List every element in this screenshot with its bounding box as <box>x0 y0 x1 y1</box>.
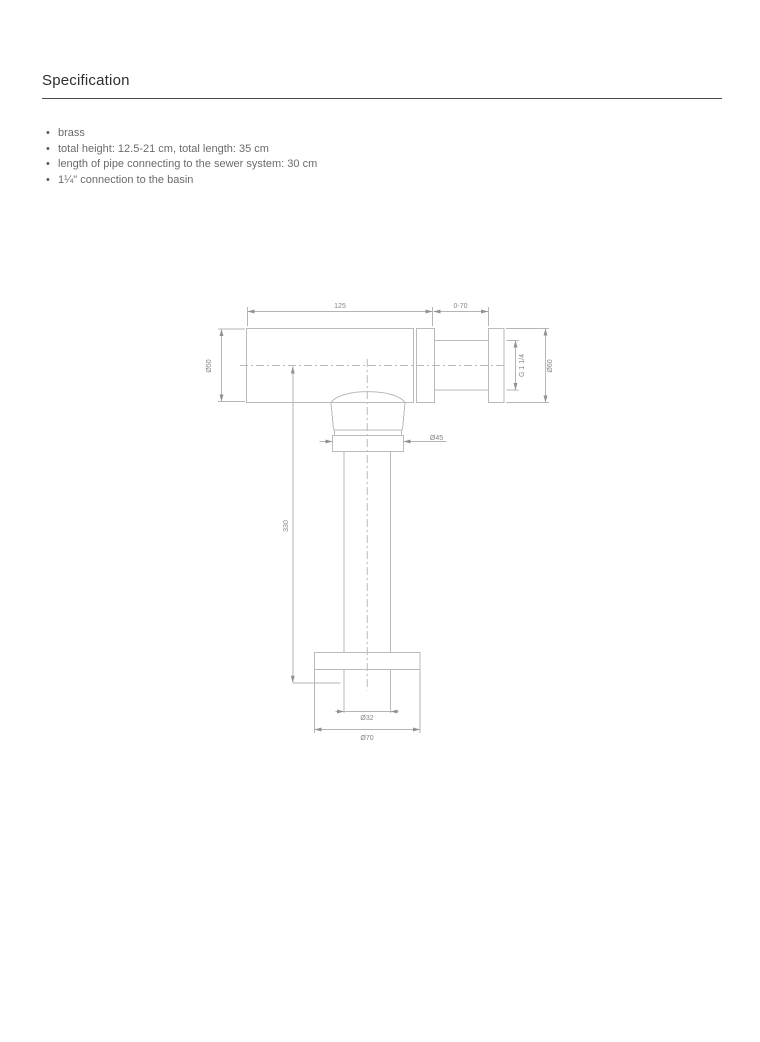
centerlines <box>240 359 507 691</box>
dim-label-cone-nut-diameter: Ø45 <box>429 435 444 442</box>
spec-item-pipe-length: • length of pipe connecting to the sewer system: 30 cm <box>42 157 317 173</box>
spec-item-material: • brass <box>42 126 317 142</box>
dim-label-pipe-length: 330 <box>283 520 290 532</box>
dim-label-thread: G 1 1/4 <box>519 354 526 377</box>
dimension-labels <box>206 303 554 742</box>
dim-label-body-diameter: Ø50 <box>206 359 213 373</box>
tee-dome-arc <box>331 392 405 403</box>
bullet-icon: • <box>46 158 50 170</box>
dim-label-bell-diameter: Ø70 <box>360 735 374 742</box>
dim-label-body-length: 125 <box>334 303 346 310</box>
dimension-lines <box>222 312 546 730</box>
bullet-icon: • <box>46 142 50 155</box>
spec-item-dimensions: • total height: 12.5-21 cm, total length: 35 cm <box>42 142 317 158</box>
tee-side-right <box>403 403 406 430</box>
cone-nut <box>333 436 404 452</box>
dim-label-pipe-diameter: Ø32 <box>360 715 374 722</box>
tee-side-left <box>331 403 334 430</box>
page-title: Specification <box>42 72 130 89</box>
bullet-icon: • <box>46 173 50 186</box>
spec-item-connection: • 1¼" connection to the basin <box>42 173 317 189</box>
dim-label-telescopic-range: 0-70 <box>453 303 468 310</box>
cone-ring <box>335 430 402 436</box>
dim-label-flange-diameter: Ø60 <box>547 359 554 373</box>
bullet-icon: • <box>46 127 50 139</box>
dimension-arrows <box>220 310 548 732</box>
